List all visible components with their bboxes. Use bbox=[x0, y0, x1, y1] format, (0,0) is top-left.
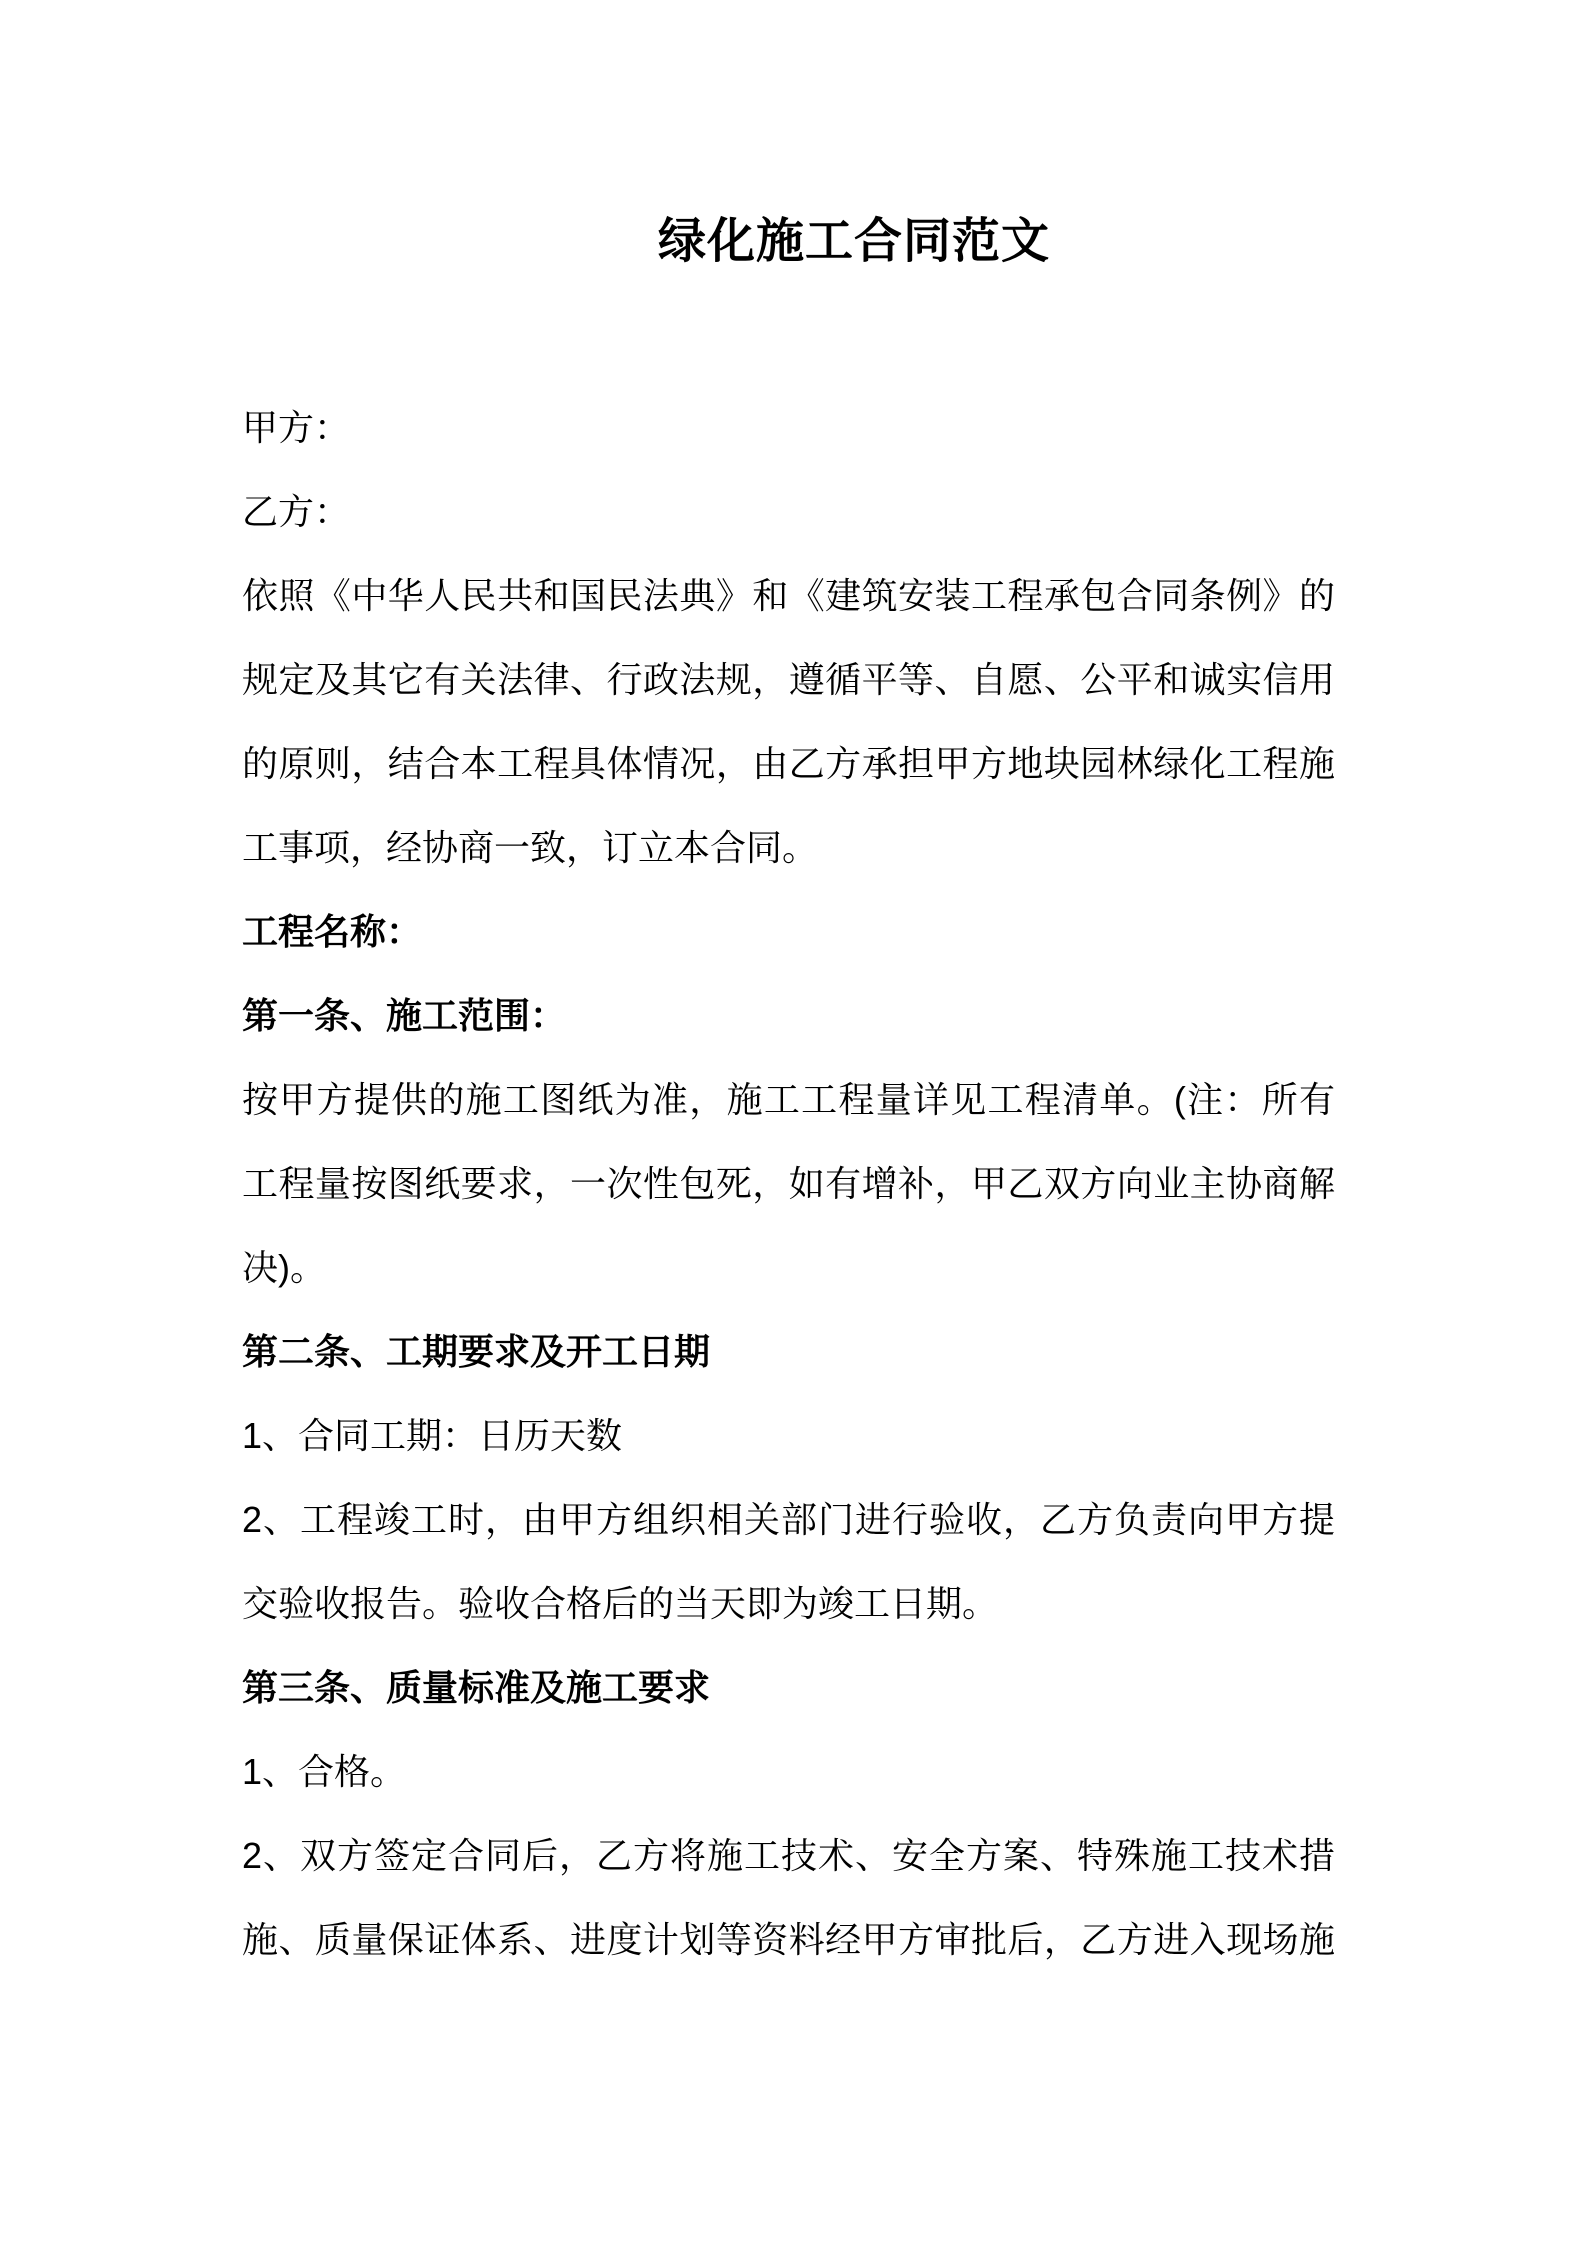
text-line: 按甲方提供的施工图纸为准，施工工程量详见工程清单。(注：所有 bbox=[242, 1079, 1335, 1120]
text-line: 第三条、质量标准及施工要求 bbox=[242, 1667, 711, 1708]
text-line: 第一条、施工范围： bbox=[242, 995, 567, 1036]
document-title: 绿化施工合同范文 bbox=[658, 215, 1051, 268]
text-line: 交验收报告。验收合格后的当天即为竣工日期。 bbox=[242, 1583, 999, 1624]
text-line: 乙方： bbox=[242, 491, 351, 532]
text-line: 工事项，经协商一致，订立本合同。 bbox=[242, 827, 819, 868]
text-line: 2、双方签定合同后，乙方将施工技术、安全方案、特殊施工技术措 bbox=[242, 1835, 1335, 1876]
text-line: 依照《中华人民共和国民法典》和《建筑安装工程承包合同条例》的 bbox=[242, 575, 1335, 616]
text-line: 的原则，结合本工程具体情况，由乙方承担甲方地块园林绿化工程施 bbox=[242, 743, 1335, 784]
text-line: 甲方： bbox=[242, 407, 351, 448]
text-line: 第二条、工期要求及开工日期 bbox=[242, 1331, 711, 1372]
text-line: 工程量按图纸要求，一次性包死，如有增补，甲乙双方向业主协商解 bbox=[242, 1163, 1335, 1204]
text-line: 1、合同工期：日历天数 bbox=[242, 1415, 623, 1456]
text-line: 决)。 bbox=[242, 1247, 326, 1288]
text-line: 2、工程竣工时，由甲方组织相关部门进行验收，乙方负责向甲方提 bbox=[242, 1499, 1335, 1540]
text-line: 规定及其它有关法律、行政法规，遵循平等、自愿、公平和诚实信用 bbox=[242, 659, 1335, 700]
document-body bbox=[242, 386, 1335, 1982]
text-line: 1、合格。 bbox=[242, 1751, 407, 1792]
text-line: 施、质量保证体系、进度计划等资料经甲方审批后，乙方进入现场施 bbox=[242, 1919, 1335, 1960]
text-line: 工程名称： bbox=[242, 911, 423, 952]
